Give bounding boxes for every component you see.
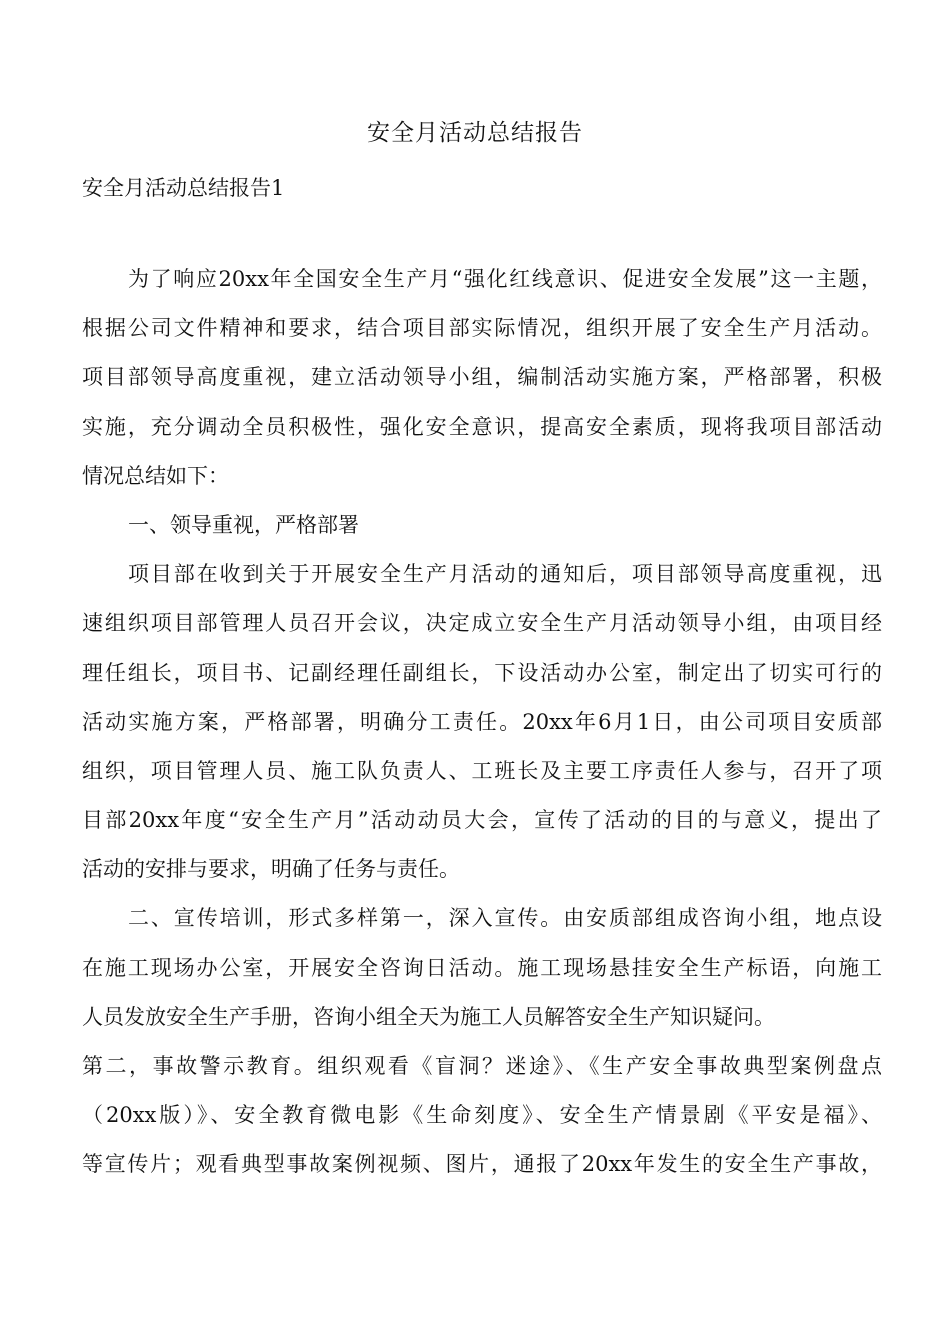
paragraph-line: 人员发放安全生产手册，咨询小组全天为施工人员解答安全生产知识疑问。 [82, 1004, 775, 1029]
paragraph-line: 二、宣传培训，形式多样第一，深入宣传。由安质部组成咨询小组，地点设 [128, 906, 882, 931]
paragraph-line: 速组织项目部管理人员召开会议，决定成立安全生产月活动领导小组，由项目经 [82, 611, 882, 636]
paragraph-line: 等宣传片；观看典型事故案例视频、图片，通报了20xx年发生的安全生产事故， [82, 1152, 882, 1177]
paragraph-line: 实施，充分调动全员积极性，强化安全意识，提高安全素质，现将我项目部活动 [82, 414, 882, 439]
paragraph-line: 一、领导重视，严格部署 [128, 512, 359, 537]
paragraph-line: 活动实施方案，严格部署，明确分工责任。20xx年6月1日，由公司项目安质部 [82, 709, 882, 734]
paragraph-line: 项目部领导高度重视，建立活动领导小组，编制活动实施方案，严格部署，积极 [82, 365, 882, 390]
document-body [82, 262, 882, 1197]
paragraph-line: 理任组长，项目书、记副经理任副组长，下设活动办公室，制定出了切实可行的 [82, 660, 882, 685]
paragraph-line: 活动的安排与要求，明确了任务与责任。 [82, 857, 460, 882]
document-subtitle: 安全月活动总结报告1 [82, 176, 285, 200]
paragraph-line: 组织，项目管理人员、施工队负责人、工班长及主要工序责任人参与，召开了项 [82, 758, 882, 783]
paragraph-line: 为了响应20xx年全国安全生产月“强化红线意识、促进安全发展”这一主题， [128, 267, 882, 291]
document-title: 安全月活动总结报告 [367, 120, 583, 146]
paragraph-line: （20xx版）》、安全教育微电影《生命刻度》、安全生产情景剧《平安是福》、 [82, 1103, 882, 1128]
paragraph-line: 项目部在收到关于开展安全生产月活动的通知后，项目部领导高度重视，迅 [128, 562, 882, 587]
paragraph-line: 根据公司文件精神和要求，结合项目部实际情况，组织开展了安全生产月活动。 [82, 316, 882, 341]
paragraph-line: 情况总结如下： [82, 463, 229, 488]
paragraph-line: 在施工现场办公室，开展安全咨询日活动。施工现场悬挂安全生产标语，向施工 [82, 955, 882, 980]
paragraph-line: 目部20xx年度“安全生产月”活动动员大会，宣传了活动的目的与意义，提出了 [82, 808, 882, 833]
paragraph-line: 第二，事故警示教育。组织观看《盲洞？迷途》、《生产安全事故典型案例盘点 [82, 1054, 882, 1078]
